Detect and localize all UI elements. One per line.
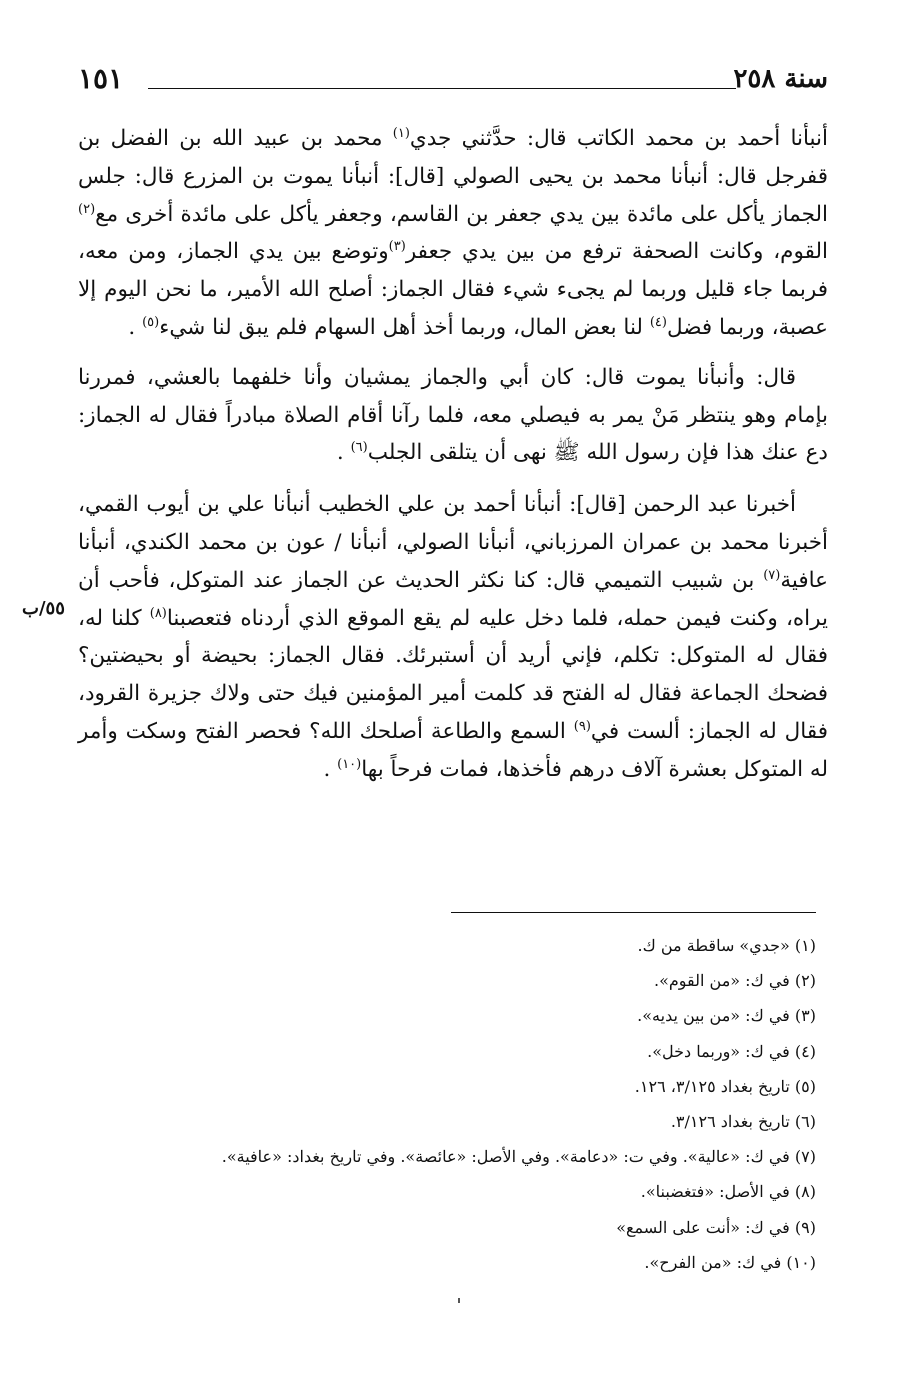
footnote: (٢) في ك: «من القوم».	[654, 971, 816, 991]
header-year: سنة ٢٥٨	[733, 64, 828, 94]
footnote-marker: (٣)	[388, 239, 406, 255]
text-run: محمد بن عبيد الله بن الفضل بن قفرجل قال: أنبأنا محمد بن يحيى الصولي [قال]: أنبأنا يموت بن المزرع قال: جلس الجماز يأكل على مائدة بين يدي جعفر بن القاسم، وجعفر يأكل على مائدة أخرى مع	[78, 126, 828, 227]
footnote-marker: (٥)	[142, 314, 160, 330]
text-run: السمع والطاعة أصلحك الله؟ فحصر الفتح وسكت وأمر له المتوكل بعشرة آلاف درهم فأخذها، فمات فرحاً بها	[78, 718, 828, 782]
footnote-marker: (٧)	[763, 567, 781, 583]
text-run: وتوضع بين يدي الجماز، ومن معه، فربما جاء قليل وربما لم يجىء شيء فقال الجماز: أصلح الله الأمير، ما نحن اليوم إلا عصبة، وربما فضل	[78, 239, 828, 340]
text-run: لنا بعض المال، وربما أخذ أهل السهام فلم يبق لنا شيء	[159, 314, 650, 340]
footnote-marker: (٤)	[649, 314, 667, 330]
footnote: (٨) في الأصل: «فتغضبنا».	[640, 1182, 816, 1202]
footnote: (٤) في ك: «وربما دخل».	[647, 1041, 816, 1061]
text-run: أنبأنا أحمد بن محمد الكاتب قال: حدَّثني جدي	[409, 126, 828, 151]
paragraph	[78, 359, 828, 472]
header-rule	[148, 88, 736, 89]
footnotes	[90, 928, 816, 1280]
footnote: (٩) في ك: «أنت على السمع»	[616, 1217, 816, 1237]
manuscript-folio-note: ٥٥/ب	[22, 598, 65, 619]
paragraph	[78, 486, 828, 788]
footnote-marker: (٨)	[149, 605, 167, 621]
text-run: بن شبيب التميمي قال: كنا نكثر الحديث عن الجماز عند المتوكل، فأحب أن يراه، وكنت فيمن حمله، فلما دخل عليه لم يقع الموقع الذي أردناه فتعصبنا	[78, 567, 828, 631]
text-run: .	[323, 756, 338, 782]
footnote-separator	[451, 912, 816, 913]
page-header	[78, 62, 828, 102]
footnote: (٧) في ك: «عالية». وفي ت: «دعامة». وفي الأصل: «عائصة». وفي تاريخ بغداد: «عافية».	[221, 1147, 816, 1167]
footnote: (٥) تاريخ بغداد ٣/١٢٥، ١٢٦.	[634, 1076, 816, 1096]
footnote: (١٠) في ك: «من الفرح».	[644, 1252, 816, 1272]
text-run: .	[336, 440, 351, 466]
footnote-marker: (٩)	[573, 718, 591, 734]
text-run: القوم، وكانت الصحفة ترفع من بين يدي جعفر	[405, 239, 828, 265]
text-run: كلنا له، فقال له المتوكل: تكلم، فإني أريد أن أستبرئك. فقال الجماز: بحيضة أو بحيضتين؟ فضحك الجماعة فقال له الفتح قد كلمت أمير المؤمنين فيك حتى ولاك جزيرة القرود، فقال له الجماز: ألست في	[78, 605, 828, 744]
footnote: (١) «جدي» ساقطة من ك.	[637, 936, 816, 955]
main-text	[78, 120, 828, 789]
paragraph	[78, 120, 828, 347]
footnote: (٣) في ك: «من بين يديه».	[637, 1006, 816, 1026]
footnote: (٦) تاريخ بغداد ٣/١٢٦.	[670, 1112, 816, 1132]
footnote-marker: (١)	[392, 125, 410, 141]
footnote-marker: (٢)	[78, 201, 96, 217]
footnote-marker: (١٠)	[337, 756, 362, 772]
print-speck	[458, 1298, 460, 1303]
text-run: أخبرنا عبد الرحمن [قال]: أنبأنا أحمد بن علي الخطيب أنبأنا علي بن أيوب القمي، أخبرنا محمد بن عمران المرزباني، أنبأنا الصولي، أنبأنا / عون بن محمد الكندي، أنبأنا عافية	[78, 492, 828, 593]
text-run: قال: وأنبأنا يموت قال: كان أبي والجماز يمشيان وأنا خلفهما بالعشي، فمررنا بإمام وهو ينتظر مَنْ يمر به فيصلي معه، فلما رآنا أقام الصلاة مبادراً فقال له الجماز: دع عنك هذا فإن رسول الله ﷺ نهى أن يتلقى الجلب	[78, 364, 828, 466]
page-number: ١٥١	[78, 62, 124, 95]
text-run: .	[128, 314, 143, 340]
footnote-marker: (٦)	[350, 440, 368, 456]
